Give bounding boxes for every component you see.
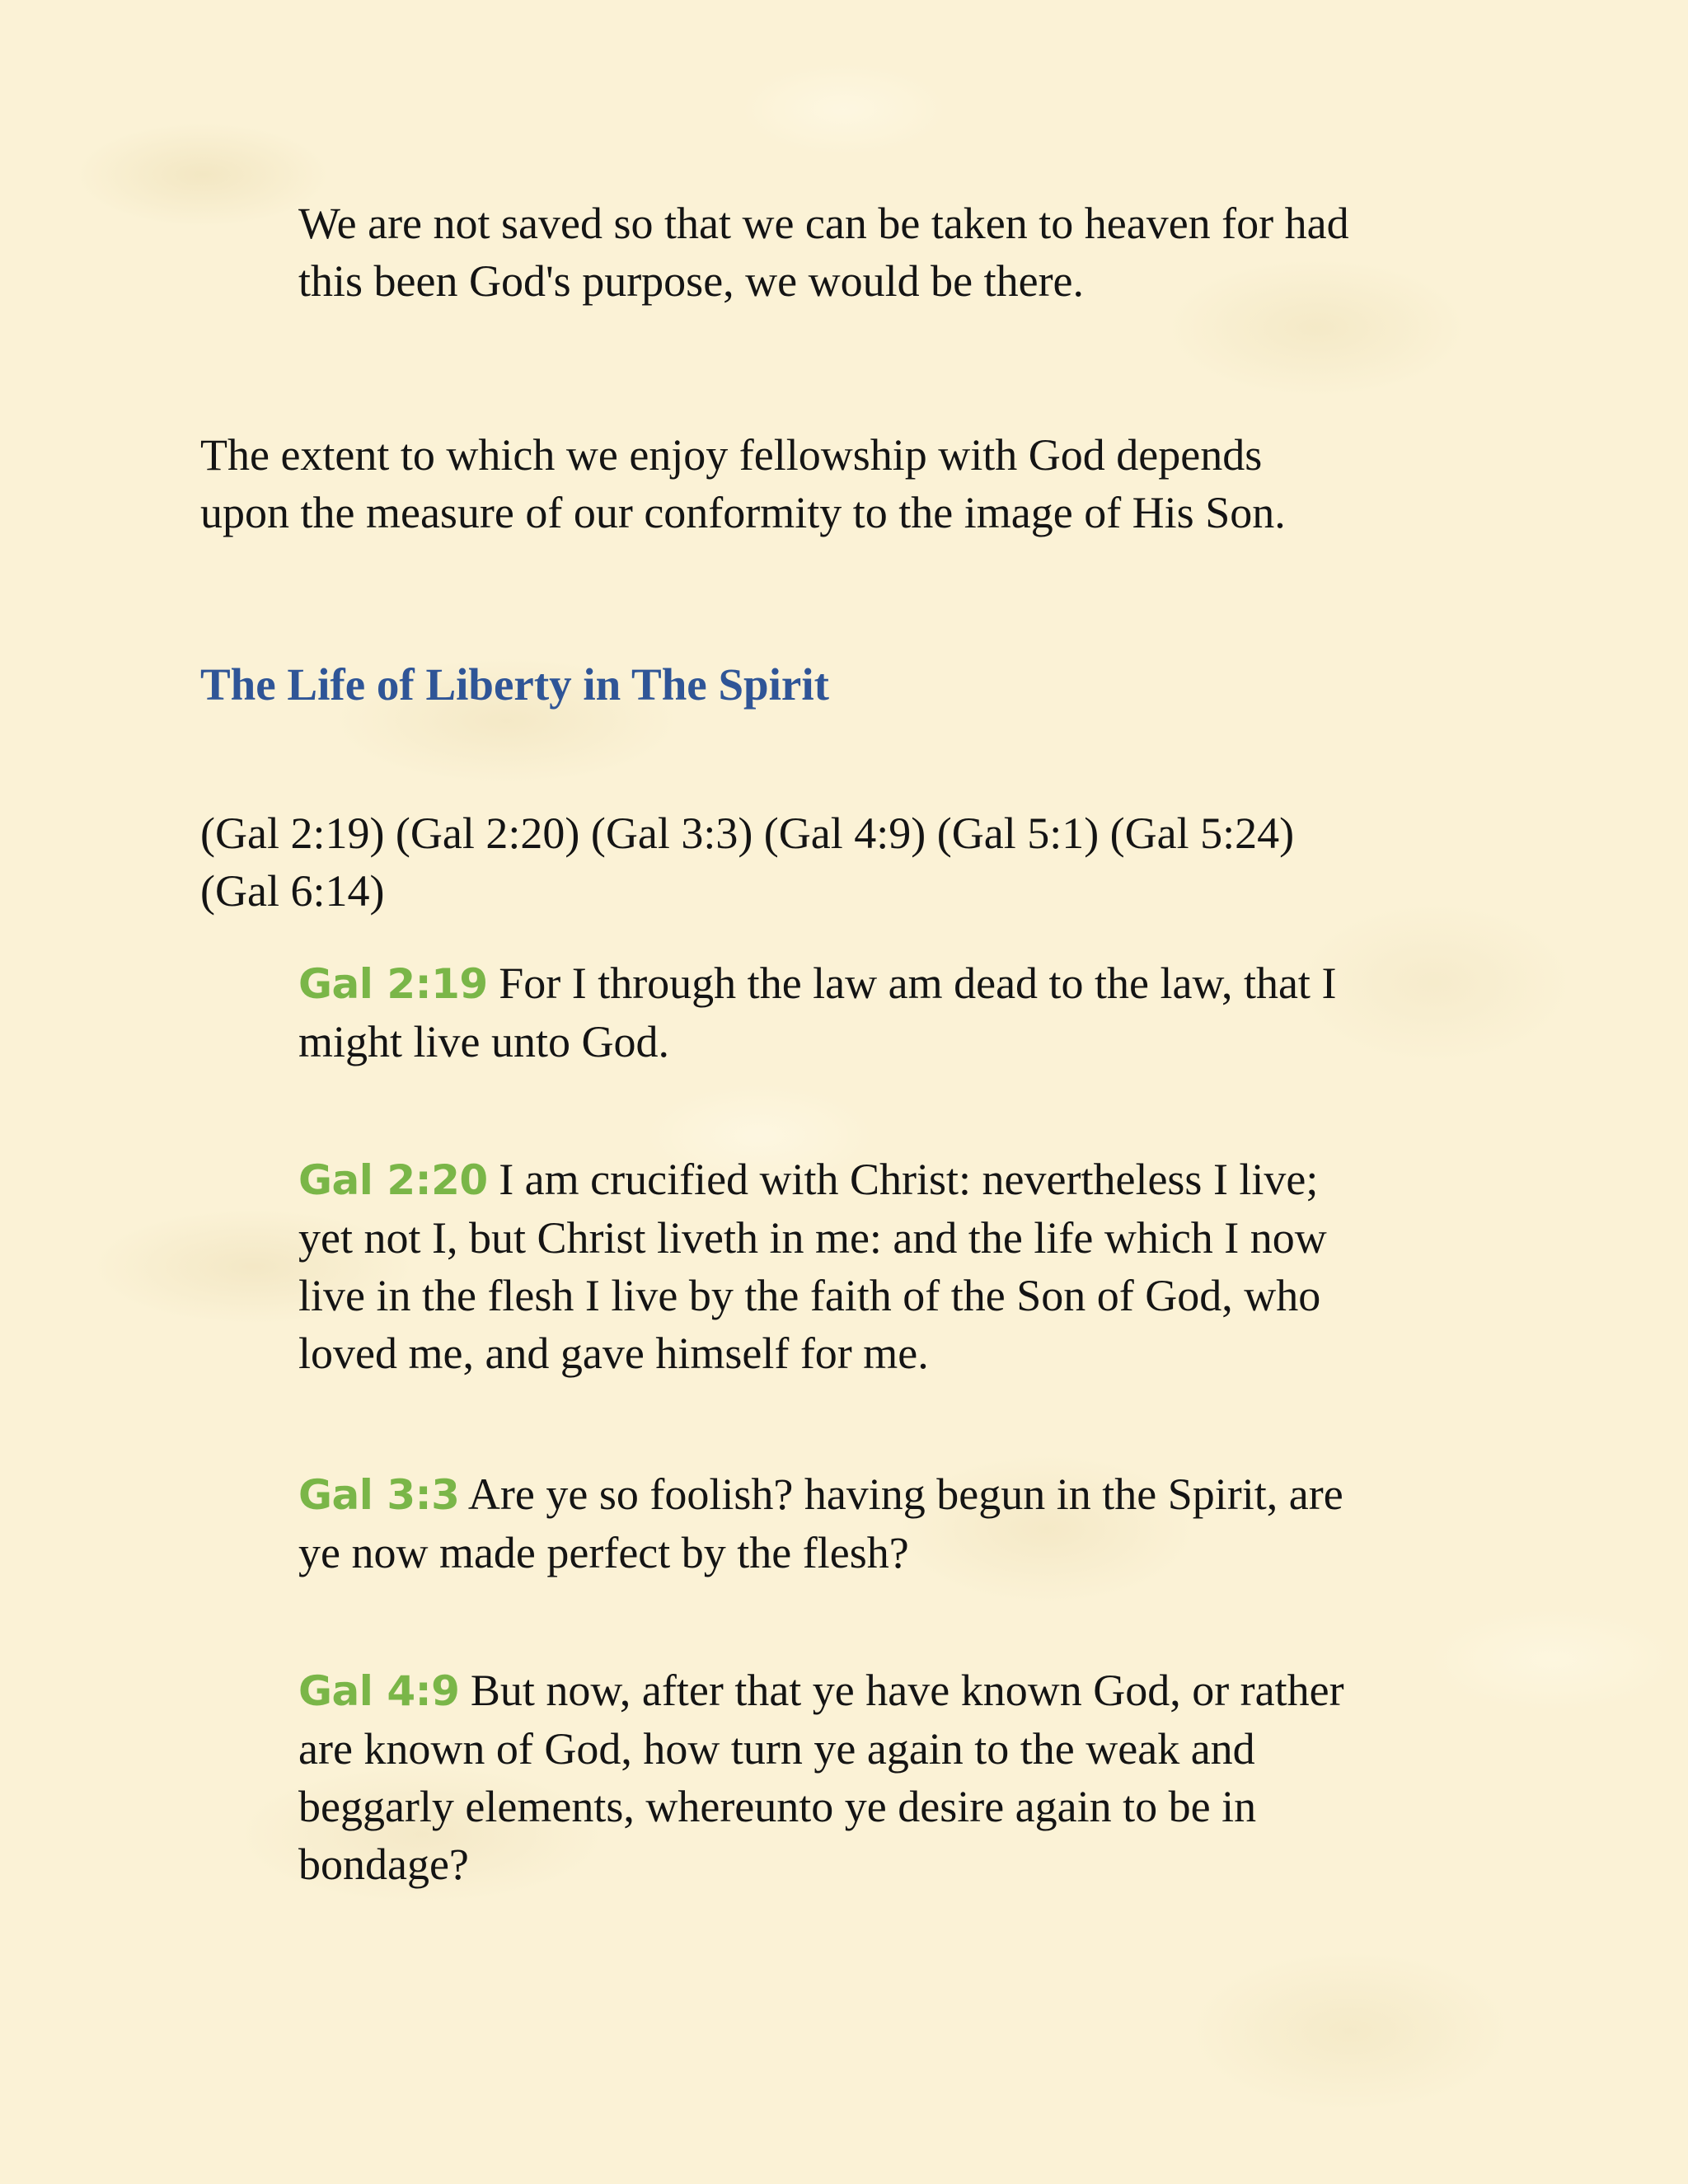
- verse-text: But now, after that ye have known God, or rather: [459, 1666, 1344, 1715]
- section-heading: The Life of Liberty in The Spirit: [200, 659, 829, 710]
- verse-gal-3-3: [298, 1465, 1343, 1582]
- verse-gal-2-20: [298, 1151, 1327, 1382]
- reference-list-line: (Gal 2:19) (Gal 2:20) (Gal 3:3) (Gal 4:9) (Gal 5:1) (Gal 5:24): [200, 808, 1295, 858]
- verse-line: ye now made perfect by the flesh?: [298, 1528, 909, 1577]
- intro-quote-line: We are not saved so that we can be taken to heaven for had: [298, 199, 1349, 248]
- verse-text: For I through the law am dead to the law, that I: [487, 958, 1337, 1008]
- verse-reference: Gal 2:19: [298, 960, 488, 1008]
- verse-line: [298, 1465, 1343, 1524]
- verse-reference: Gal 4:9: [298, 1667, 460, 1715]
- verse-line: loved me, and gave himself for me.: [298, 1329, 929, 1378]
- verse-line: beggarly elements, whereunto ye desire again to be in: [298, 1782, 1257, 1831]
- verse-gal-4-9: [298, 1661, 1344, 1893]
- verse-reference: Gal 2:20: [298, 1156, 488, 1204]
- fellowship-paragraph: [200, 426, 1286, 541]
- verse-text: I am crucified with Christ: nevertheless I live;: [487, 1155, 1319, 1204]
- reference-list: [200, 804, 1294, 920]
- verse-line: might live unto God.: [298, 1017, 669, 1066]
- verse-line: [298, 1661, 1344, 1720]
- verse-line: [298, 954, 1336, 1013]
- reference-list-line: (Gal 6:14): [200, 866, 385, 916]
- verse-reference: Gal 3:3: [298, 1471, 460, 1519]
- verse-text: Are ye so foolish? having begun in the Spirit, are: [459, 1469, 1343, 1519]
- fellowship-paragraph-line: upon the measure of our conformity to the image of His Son.: [200, 488, 1286, 537]
- verse-line: [298, 1151, 1327, 1209]
- fellowship-paragraph-line: The extent to which we enjoy fellowship with God depends: [200, 430, 1263, 480]
- verse-gal-2-19: [298, 954, 1336, 1071]
- intro-quote: [298, 194, 1349, 310]
- verse-line: yet not I, but Christ liveth in me: and the life which I now: [298, 1213, 1327, 1263]
- verse-line: bondage?: [298, 1840, 469, 1889]
- intro-quote-line: this been God's purpose, we would be there.: [298, 256, 1085, 306]
- verse-line: are known of God, how turn ye again to the weak and: [298, 1724, 1255, 1774]
- verse-line: live in the flesh I live by the faith of the Son of God, who: [298, 1271, 1321, 1320]
